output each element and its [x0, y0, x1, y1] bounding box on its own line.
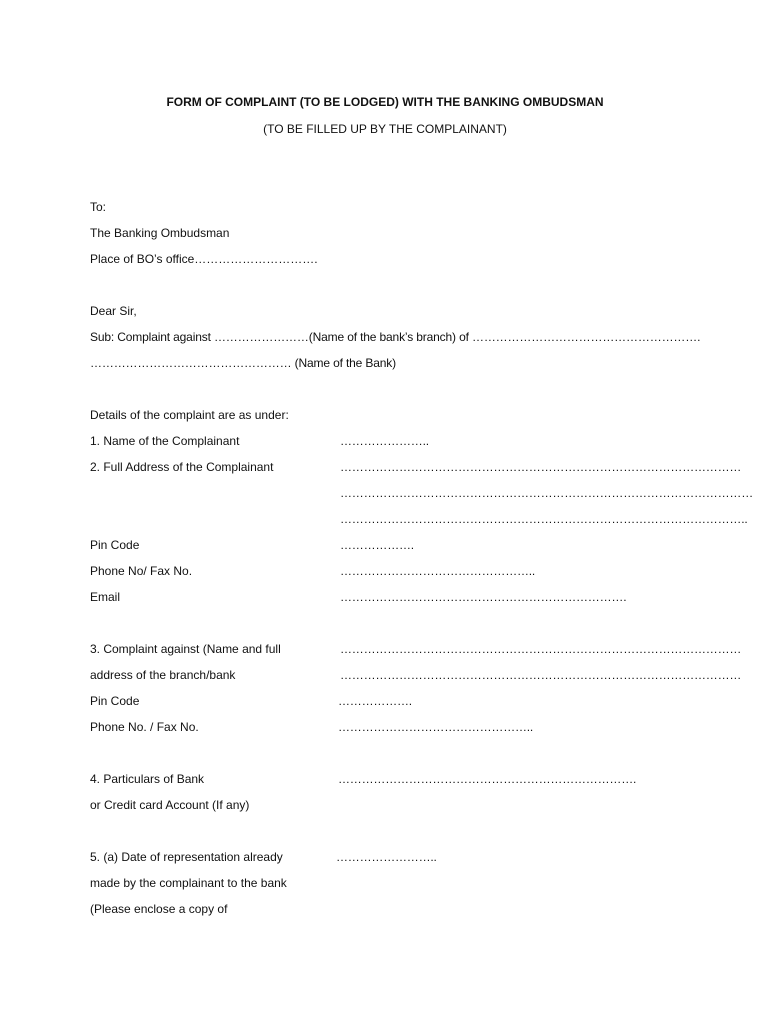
particulars-label-1: 4. Particulars of Bank [90, 772, 205, 786]
particulars-field: …………………………………………………………………. [338, 772, 637, 786]
complainant-name-label: 1. Name of the Complainant [90, 434, 240, 448]
address-recipient: The Banking Ombudsman [90, 226, 230, 240]
form-title: FORM OF COMPLAINT (TO BE LODGED) WITH THE BANKING OMBUDSMAN [166, 95, 604, 109]
complainant-address-field-1: ………………………………………………………………………………………… [340, 460, 742, 474]
bank-pin-field: ………………. [338, 694, 412, 708]
complainant-pin-label: Pin Code [90, 538, 140, 552]
form-subtitle: (TO BE FILLED UP BY THE COMPLAINANT) [263, 122, 507, 136]
bank-phone-label: Phone No. / Fax No. [90, 720, 199, 734]
representation-date-field: …………………….. [336, 850, 437, 864]
representation-date-label-2: made by the complainant to the bank [90, 876, 287, 890]
complainant-address-label: 2. Full Address of the Complainant [90, 460, 274, 474]
complainant-name-field: ………………….. [340, 434, 429, 448]
address-to: To: [90, 200, 107, 214]
complaint-against-field-1: ………………………………………………………………………………………… [340, 642, 742, 656]
complainant-email-label: Email [90, 590, 121, 604]
bank-phone-field: ………………………………………….. [338, 720, 534, 734]
complainant-email-field: ………………………………………………………………. [340, 590, 627, 604]
complaint-against-label-1: 3. Complaint against (Name and full [90, 642, 281, 656]
salutation: Dear Sir, [90, 304, 137, 318]
details-intro: Details of the complaint are as under: [90, 408, 289, 422]
complainant-address-field-2: …………………………………………………………………………………………… [340, 486, 754, 500]
bank-pin-label: Pin Code [90, 694, 140, 708]
complaint-against-field-2: ………………………………………………………………………………………… [340, 668, 742, 682]
address-place: Place of BO’s office…………………………. [90, 252, 318, 266]
complainant-pin-field: ………………. [340, 538, 414, 552]
complainant-address-field-3: ………………………………………………………………………………………….. [340, 512, 748, 526]
subject-line-2: …………………………………………… (Name of the Bank) [90, 356, 396, 370]
representation-date-label-3: (Please enclose a copy of [90, 902, 228, 916]
complainant-phone-label: Phone No/ Fax No. [90, 564, 193, 578]
complaint-against-label-2: address of the branch/bank [90, 668, 236, 682]
particulars-label-2: or Credit card Account (If any) [90, 798, 250, 812]
subject-line-1: Sub: Complaint against ……………………(Name of the bank’s branch) of …………………………………………………. [90, 330, 701, 344]
complainant-phone-field: ………………………………………….. [340, 564, 536, 578]
representation-date-label-1: 5. (a) Date of representation already [90, 850, 283, 864]
